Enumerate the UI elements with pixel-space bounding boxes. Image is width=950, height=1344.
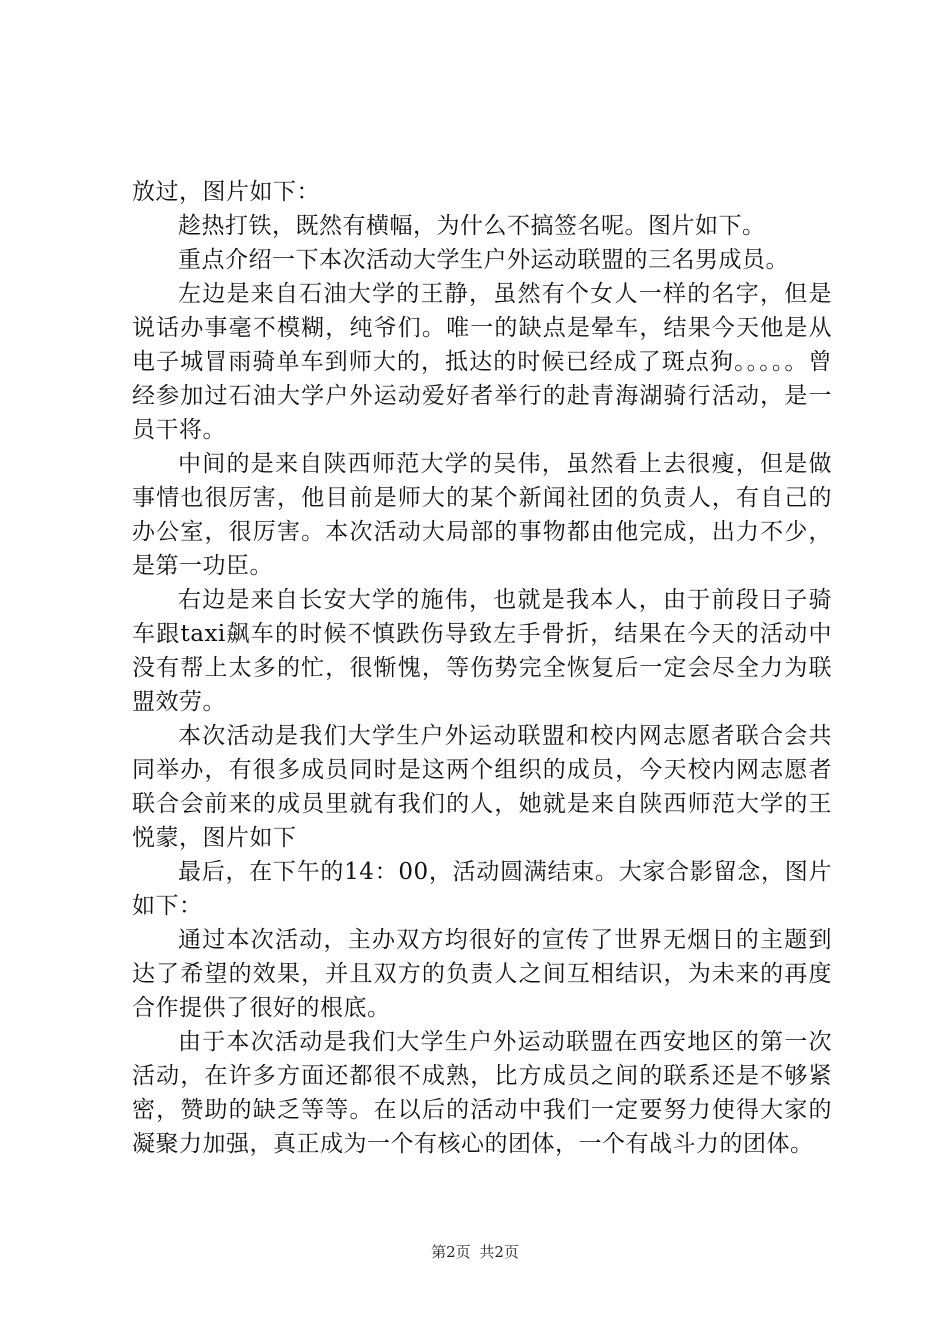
paragraph: 放过，图片如下： <box>132 179 320 205</box>
paragraph: 由于本次活动是我们大学生户外运动联盟在西安地区的第一次活动，在许多方面还都很不成熟，比方成员之间的联系还是不够紧密，赞助的缺乏等等。在以后的活动中我们一定要努力使得大家的凝聚力加强，真正成为一个有核心的团体，一个有战斗力的团体。 <box>132 1029 832 1157</box>
page-footer <box>0 1242 950 1262</box>
paragraph: 重点介绍一下本次活动大学生户外运动联盟的三名男成员。 <box>178 247 789 273</box>
page-total: 共2页 <box>479 1243 519 1261</box>
paragraph: 右边是来自长安大学的施伟，也就是我本人，由于前段日子骑车跟taxi飙车的时候不慎跌伤导致左手骨折，结果在今天的活动中没有帮上太多的忙，很惭愧，等伤势完全恢复后一定会尽全力为联盟效劳。 <box>132 587 832 715</box>
paragraph: 最后，在下午的14：00，活动圆满结束。大家合影留念，图片如下： <box>132 859 832 919</box>
paragraph: 中间的是来自陕西师范大学的吴伟，虽然看上去很瘦，但是做事情也很厉害，他目前是师大的某个新闻社团的负责人，有自己的办公室，很厉害。本次活动大局部的事物都由他完成，出力不少，是第一功臣。 <box>132 451 832 579</box>
paragraph: 左边是来自石油大学的王静，虽然有个女人一样的名字，但是说话办事毫不模糊，纯爷们。唯一的缺点是晕车，结果今天他是从电子城冒雨骑单车到师大的，抵达的时候已经成了斑点狗。。。。。曾经参加过石油大学户外运动爱好者举行的赴青海湖骑行活动，是一员干将。 <box>132 281 832 443</box>
paragraph: 本次活动是我们大学生户外运动联盟和校内网志愿者联合会共同举办，有很多成员同时是这两个组织的成员，今天校内网志愿者联合会前来的成员里就有我们的人，她就是来自陕西师范大学的王悦蒙，图片如下 <box>132 723 832 851</box>
page-number: 第2页 <box>431 1243 471 1261</box>
body-text <box>132 175 832 1161</box>
paragraph: 通过本次活动，主办双方均很好的宣传了世界无烟日的主题到达了希望的效果，并且双方的负责人之间互相结识，为未来的再度合作提供了很好的根底。 <box>132 927 832 1021</box>
paragraph: 趁热打铁，既然有横幅，为什么不搞签名呢。图片如下。 <box>178 213 766 239</box>
